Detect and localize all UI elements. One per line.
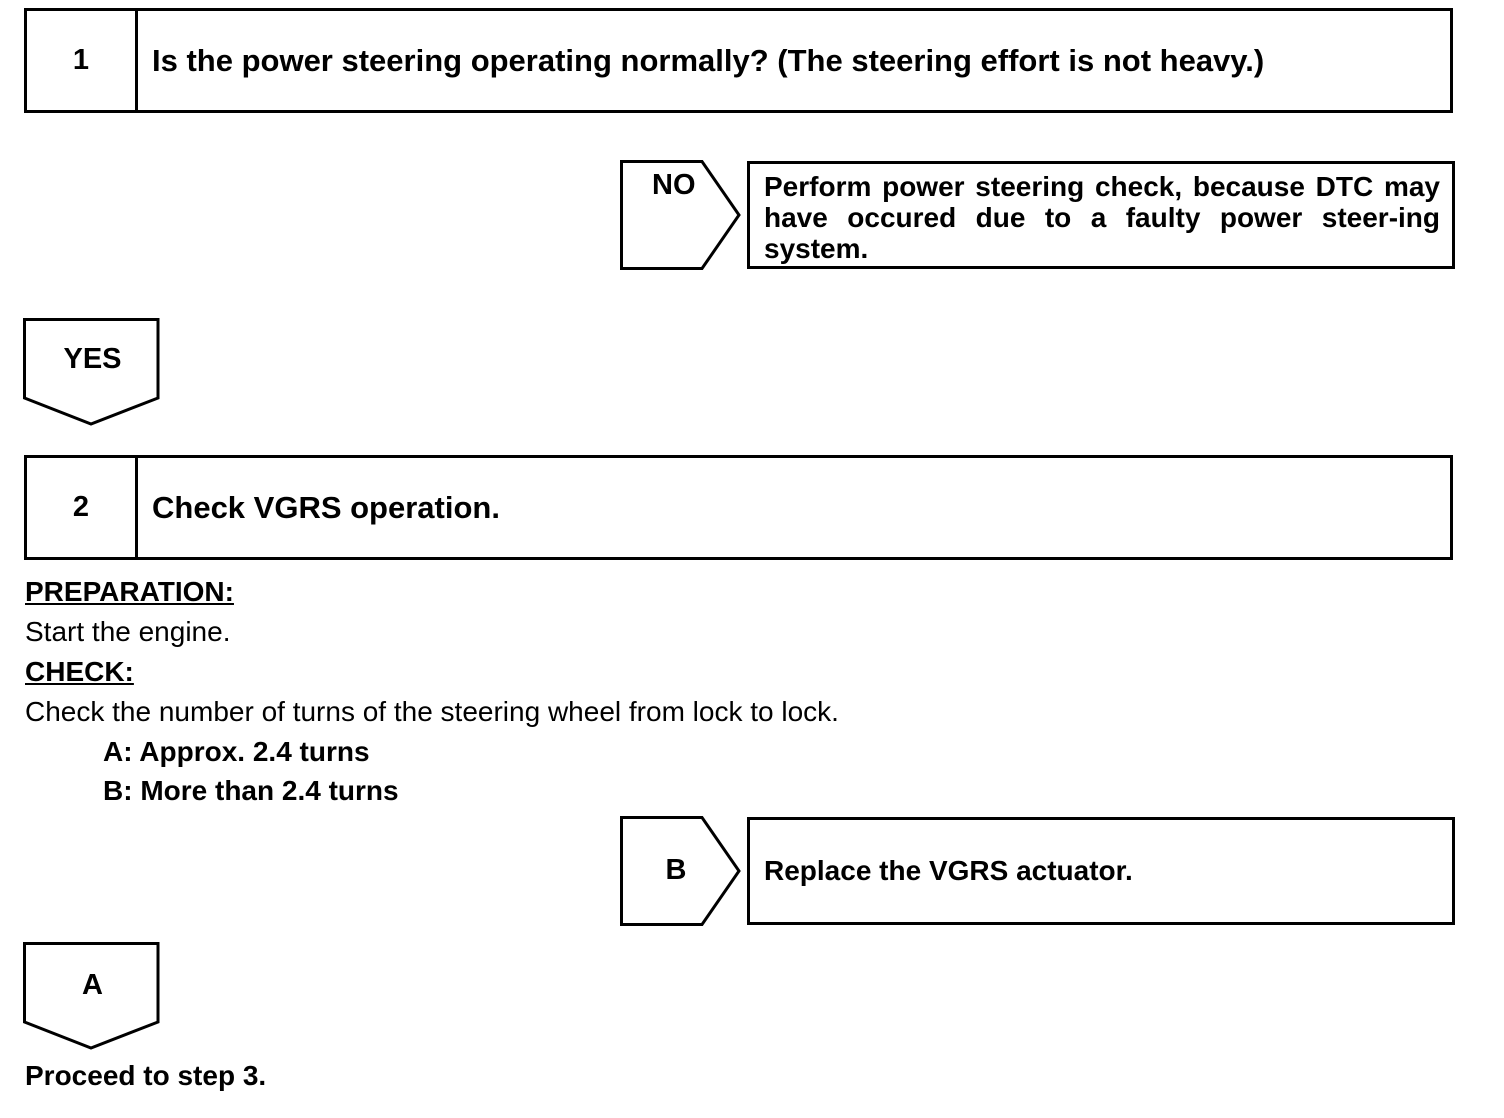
step-2-number: 2 (27, 458, 138, 557)
option-a-text: A: Approx. 2.4 turns (103, 736, 370, 767)
step-2-box (24, 455, 1453, 560)
step-1-title: Is the power steering operating normally? (The steering effort is not heavy.) (152, 42, 1265, 78)
b-branch-label: B (665, 854, 687, 886)
check-text: Check the number of turns of the steering wheel from lock to lock. (25, 696, 839, 727)
preparation-text: Start the engine. (25, 616, 231, 647)
check-heading: CHECK: (25, 656, 134, 687)
yes-branch-label: YES (63, 343, 122, 375)
step-1-box (24, 8, 1453, 113)
option-b-text: B: More than 2.4 turns (103, 775, 399, 806)
preparation-heading: PREPARATION: (25, 576, 234, 607)
step-1-number: 1 (27, 11, 138, 110)
b-result-text: Replace the VGRS actuator. (764, 855, 1133, 886)
no-result-text: Perform power steering check, because DTC may have occured due to a faulty power steer-ing system. (764, 171, 1440, 264)
step-2-title: Check VGRS operation. (152, 489, 500, 525)
b-result-box (747, 817, 1455, 925)
proceed-text: Proceed to step 3. (25, 1060, 267, 1091)
a-branch-label: A (82, 969, 103, 1001)
no-branch-label: NO (652, 169, 696, 201)
no-result-box (747, 161, 1455, 269)
